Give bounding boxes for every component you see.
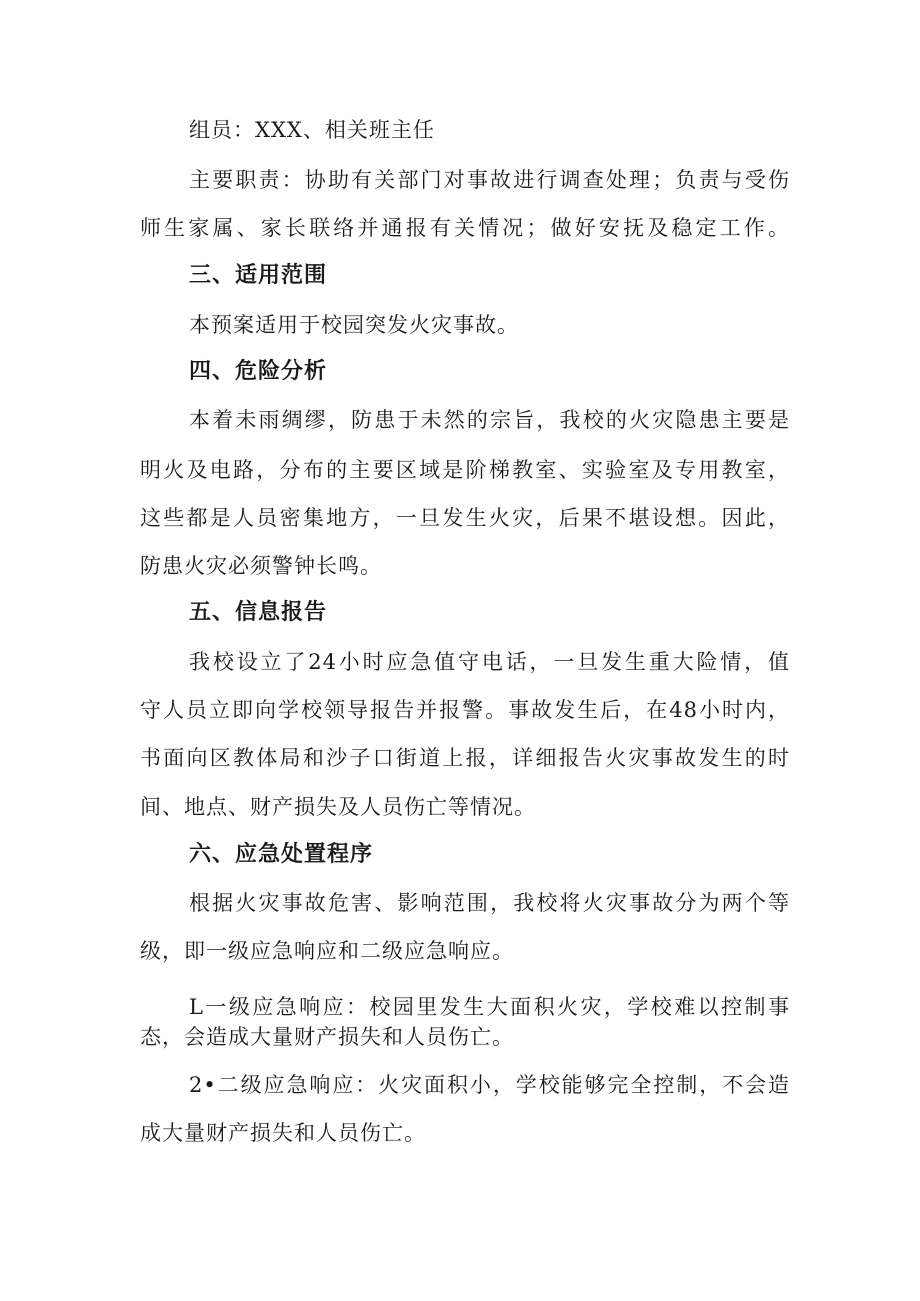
heading-scope: 三、适用范围 bbox=[189, 263, 328, 288]
risk-line-1: 本着未雨绸缪，防患于未然的宗旨，我校的火灾隐患主要是 bbox=[189, 408, 790, 432]
report-line-1: 我校设立了24小时应急值守电话，一旦发生重大险情，值 bbox=[189, 650, 790, 674]
report-line-4: 间、地点、财产损失及人员伤亡等情况。 bbox=[140, 795, 536, 819]
heading-risk-analysis: 四、危险分析 bbox=[189, 359, 328, 384]
procedure-line-2: 级，即一级应急响应和二级应急响应。 bbox=[140, 939, 514, 963]
report-line-2: 守人员立即向学校领导报告并报警。事故发生后，在48小时内， bbox=[140, 698, 790, 722]
level-one-line-1: L一级应急响应：校园里发生大面积火灾，学校难以控制事 bbox=[189, 995, 790, 1019]
heading-info-report: 五、信息报告 bbox=[189, 600, 328, 625]
risk-line-2: 明火及电路，分布的主要区域是阶梯教室、实验室及专用教室， bbox=[140, 458, 790, 482]
level-two-line-2: 成大量财产损失和人员伤亡。 bbox=[140, 1121, 426, 1145]
risk-line-4: 防患火灾必须警钟长鸣。 bbox=[140, 554, 382, 578]
level-two-line-1: 2•二级应急响应：火灾面积小，学校能够完全控制，不会造 bbox=[189, 1073, 790, 1097]
level-one-line-2: 态，会造成大量财产损失和人员伤亡。 bbox=[140, 1025, 514, 1049]
scope-text: 本预案适用于校园突发火灾事故。 bbox=[189, 313, 519, 337]
team-members-line: 组员：XXX、相关班主任 bbox=[189, 118, 435, 142]
heading-emergency-procedure: 六、应急处置程序 bbox=[189, 842, 374, 867]
risk-line-3: 这些都是人员密集地方，一旦发生火灾，后果不堪设想。因此， bbox=[140, 506, 790, 530]
report-line-3: 书面向区教体局和沙子口街道上报，详细报告火灾事故发生的时 bbox=[140, 746, 790, 770]
duties-line-2: 师生家属、家长联络并通报有关情况；做好安抚及稳定工作。 bbox=[140, 216, 790, 240]
duties-line-1: 主要职责：协助有关部门对事故进行调查处理；负责与受伤 bbox=[189, 168, 790, 192]
procedure-line-1: 根据火灾事故危害、影响范围，我校将火灾事故分为两个等 bbox=[189, 891, 790, 915]
